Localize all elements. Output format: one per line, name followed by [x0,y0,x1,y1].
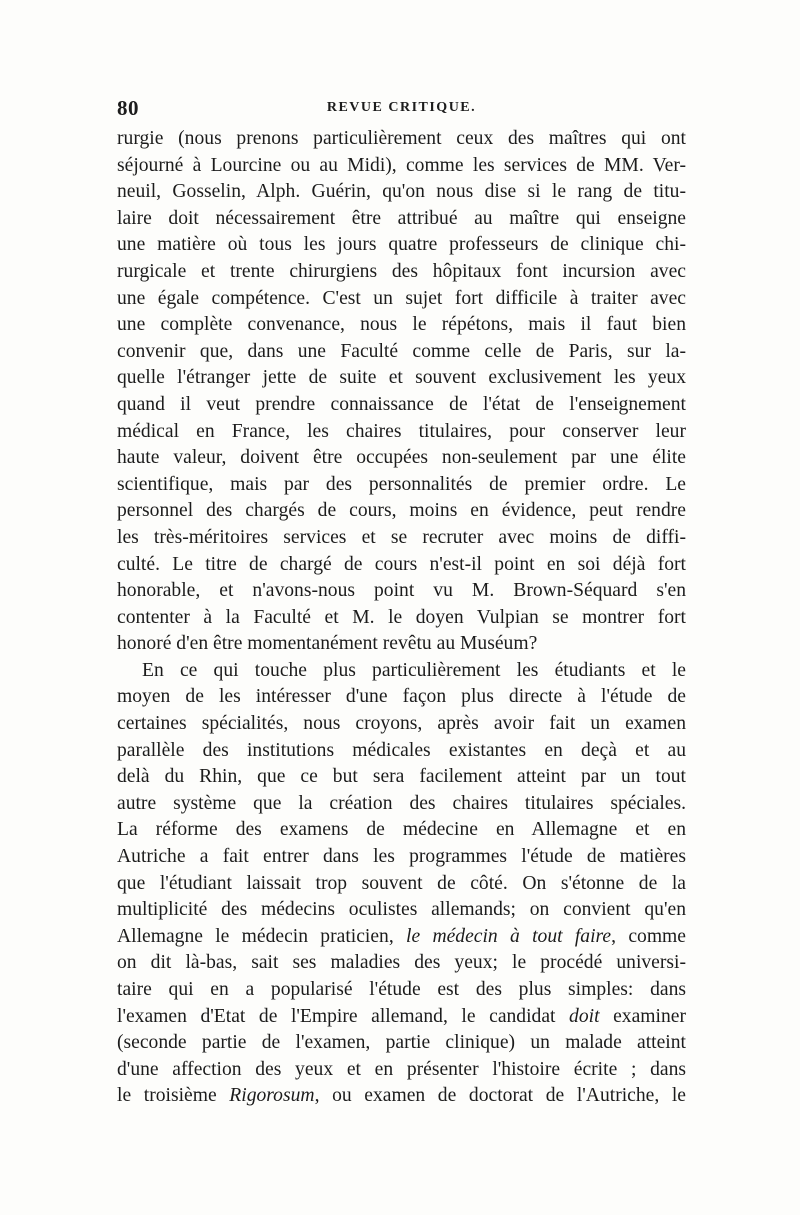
italic-text: doit [569,1005,600,1027]
page-number: 80 [117,96,139,120]
text-line: delà du Rhin, que ce but sera facilement atteint par un tout [117,766,686,788]
text-line [117,1004,686,1031]
text-line [117,924,686,951]
text-line: une complète convenance, nous le répétons, mais il faut bien [117,314,686,336]
text-line: les très-méritoires services et se recruter avec moins de diffi- [117,526,686,548]
italic-text: Rigorosum [229,1085,315,1107]
text-segment: Allemagne le médecin praticien, [117,925,407,947]
text-line: moyen de les intéresser d'une façon plus directe à l'étude de [117,686,686,708]
text-line: séjourné à Lourcine ou au Midi), comme les services de MM. Ver- [117,154,686,176]
text-line: La réforme des examens de médecine en Allemagne et en [117,819,686,841]
text-line: En ce qui touche plus particulièrement les étudiants et le [142,659,686,681]
text-line: scientifique, mais par des personnalités de premier ordre. Le [117,473,686,495]
text-line: honorable, et n'avons-nous point vu M. Brown-Séquard s'en [117,580,686,602]
text-line: taire qui en a popularisé l'étude est des plus simples: dans [117,979,686,1000]
text-line: on dit là-bas, sait ses maladies des yeux; le procédé universi- [117,952,686,974]
text-line: convenir que, dans une Faculté comme celle de Paris, sur la- [117,340,686,362]
text-line: Autriche a fait entrer dans les programmes l'étude de matières [117,846,686,868]
text-line: rurgicale et trente chirurgiens des hôpitaux font incursion avec [117,260,686,282]
text-line [117,1083,686,1110]
text-line: quelle l'étranger jette de suite et souvent exclusivement les yeux [117,367,686,389]
text-line: rurgie (nous prenons particulièrement ceux des maîtres qui ont [117,128,686,149]
text-line: honoré d'en être momentanément revêtu au Muséum? [117,633,538,655]
text-line: d'une affection des yeux et en présenter l'histoire écrite ; dans [117,1058,686,1080]
text-line: culté. Le titre de chargé de cours n'est-il point en soi déjà fort [117,553,686,575]
text-line: médical en France, les chaires titulaires, pour conserver leur [117,420,686,442]
journal-title: REVUE CRITIQUE. [326,100,477,115]
text-line: une égale compétence. C'est un sujet fort difficile à traiter avec [117,287,686,309]
text-line: personnel des chargés de cours, moins en évidence, peut rendre [117,500,686,522]
text-line: laire doit nécessairement être attribué au maître qui enseigne [117,207,686,229]
text-segment: l'examen d'Etat de l'Empire allemand, le candidat [117,1005,570,1027]
text-line: une matière où tous les jours quatre professeurs de clinique chi- [117,234,686,256]
text-segment: , comme [611,925,686,947]
text-line: (seconde partie de l'examen, partie clinique) un malade atteint [117,1032,686,1054]
italic-text: le médecin à tout faire [406,925,612,947]
text-line: que l'étudiant laissait trop souvent de côté. On s'étonne de la [117,872,686,894]
text-line: quand il veut prendre connaissance de l'état de l'enseignement [117,393,686,415]
text-line: certaines spécialités, nous croyons, après avoir fait un examen [117,713,686,735]
text-line: parallèle des institutions médicales existantes en deçà et au [117,739,686,761]
text-line: haute valeur, doivent être occupées non-seulement par une élite [117,447,686,469]
text-segment: le troisième [117,1085,230,1107]
body-text [117,126,686,1110]
text-segment: examiner [599,1005,686,1027]
text-segment: , ou examen de doctorat de l'Autriche, le [314,1085,686,1107]
text-line: multiplicité des médecins oculistes allemands; on convient qu'en [117,899,686,921]
running-header [117,96,686,122]
text-line: contenter à la Faculté et M. le doyen Vulpian se montrer fort [117,606,686,628]
text-line: autre système que la création des chaires titulaires spéciales. [117,792,686,814]
text-line: neuil, Gosselin, Alph. Guérin, qu'on nous dise si le rang de titu- [117,181,686,203]
